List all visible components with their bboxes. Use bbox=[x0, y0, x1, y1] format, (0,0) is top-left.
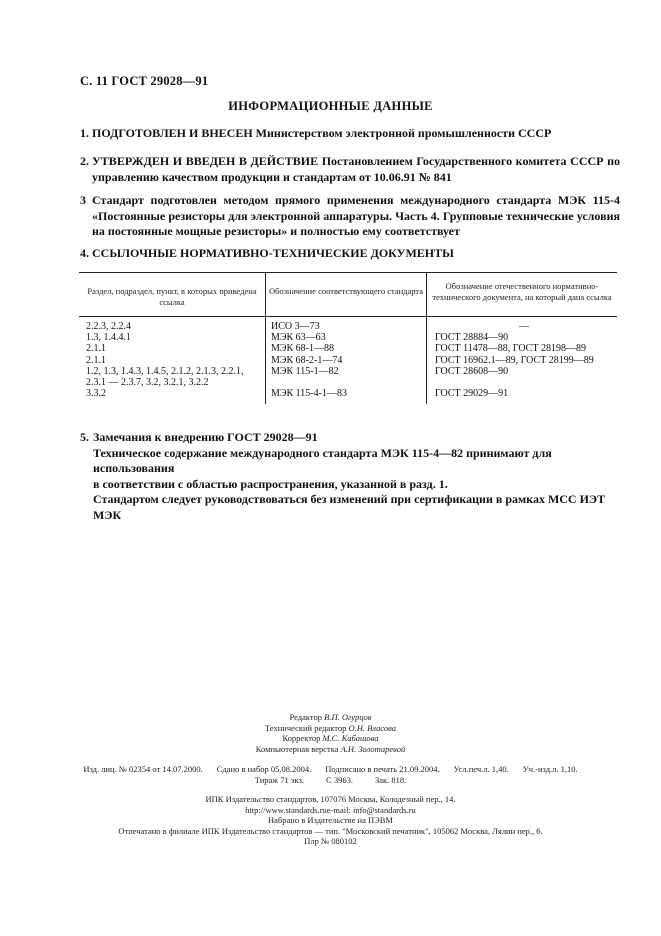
credit-tech-editor bbox=[0, 723, 661, 734]
table-cell: 3.3.2 bbox=[86, 388, 106, 400]
publication-row bbox=[0, 775, 661, 786]
table-cell: 1.2, 1.3, 1.4.3, 1.4.5, 2.1.2, 2.1.3, 2.2.1, bbox=[86, 365, 244, 377]
print-sheets: Усл.печ.л. 1,40. bbox=[453, 764, 509, 774]
section-4 bbox=[80, 246, 620, 262]
table-cell: 2.1.1 bbox=[86, 354, 106, 366]
credit-label: Редактор bbox=[289, 712, 322, 722]
imprint-publication-details bbox=[0, 764, 661, 785]
typeset-note: Набрано в Издательстве на ПЭВМ bbox=[268, 815, 393, 825]
table-cell: ГОСТ 29029—91 bbox=[435, 388, 509, 400]
email-address: e-mail: info@standards.ru bbox=[326, 804, 416, 815]
credit-proofreader bbox=[0, 733, 661, 744]
section-line: Стандартом следует руководствоваться без изменений при сертификации в рамках МСС ИЭТ МЭК bbox=[93, 492, 606, 522]
publication-row bbox=[0, 764, 661, 775]
table-column-intl-standards bbox=[271, 321, 421, 399]
publisher-sheets: Уч.-изд.л. 1,10. bbox=[522, 764, 578, 774]
table-cell: 2.3.1 — 2.3.7, 3.2, 3.2.1, 3.2.2 bbox=[86, 376, 209, 388]
credit-name: В.П. Огурцов bbox=[324, 712, 372, 722]
publisher-contacts bbox=[0, 805, 661, 816]
table-column-sections bbox=[86, 321, 264, 399]
section-5 bbox=[80, 430, 620, 523]
table-cell: 1.3, 1.4.4.1 bbox=[86, 332, 131, 344]
table-header-section: Раздел, подраздел, пункт, в которых приведена ссылка bbox=[87, 286, 257, 307]
section-line: в соответствии с областью распространения, указанной в разд. 1. bbox=[93, 476, 448, 491]
credit-name: А.Н. Золотаревой bbox=[340, 743, 406, 754]
section-text: ПОДГОТОВЛЕН И ВНЕСЕН Министерством электронной промышленности СССР bbox=[92, 126, 552, 140]
credit-label: Компьютерная верстка bbox=[255, 743, 339, 754]
section-heading: Замечания к внедрению ГОСТ 29028—91 bbox=[93, 430, 318, 444]
section-number: 4. bbox=[80, 246, 89, 260]
section-number: 3 bbox=[80, 193, 86, 207]
table-cell: МЭК 68-1—88 bbox=[271, 343, 334, 355]
credit-label: Технический редактор bbox=[264, 722, 347, 733]
table-cell bbox=[271, 377, 421, 388]
table-cell: ИСО 3—73 bbox=[271, 321, 320, 332]
table-cell: 2.2.3, 2.2.4 bbox=[86, 321, 131, 332]
circulation: Тираж 71 экз. bbox=[254, 774, 305, 785]
publisher-address: ИПК Издательство стандартов, 107076 Москва, Колодезный пер., 14. bbox=[205, 794, 456, 804]
section-number: 1. bbox=[80, 126, 89, 140]
section-number: 5. bbox=[80, 430, 89, 444]
printer-note: Отпечатано в филиале ИПК Издательство стандартов — тип. "Московский печатник", 105062 Москва, Лялин пер., 6. bbox=[118, 825, 543, 836]
section-line: Техническое содержание международного стандарта МЭК 115-4—82 принимают для использования bbox=[93, 445, 552, 475]
table-cell: МЭК 63—63 bbox=[271, 332, 326, 344]
imprint-credits bbox=[0, 712, 661, 754]
section-2 bbox=[80, 154, 620, 185]
table-cell: МЭК 115-1—82 bbox=[271, 365, 339, 377]
credit-layout bbox=[0, 744, 661, 755]
table-cell bbox=[435, 377, 617, 388]
table-header-intl-standard: Обозначение соответствующего стандарта bbox=[268, 286, 424, 296]
website-link[interactable]: http://www.standards.ru bbox=[245, 804, 327, 815]
document-title: ИНФОРМАЦИОННЫЕ ДАННЫЕ bbox=[228, 99, 433, 113]
credit-name: О.Н. Власова bbox=[348, 722, 397, 733]
table-column-national-documents bbox=[435, 321, 617, 399]
license-number: Изд. лиц. № 02354 от 14.07.2000. bbox=[83, 764, 203, 774]
credit-label: Корректор bbox=[282, 733, 321, 743]
table-cell: ГОСТ 28608—90 bbox=[435, 365, 509, 377]
table-cell: — bbox=[519, 321, 529, 332]
typeset-date: Сдано в набор 05.08.2004. bbox=[216, 764, 312, 774]
credit-name: М.С. Кабашова bbox=[322, 733, 379, 743]
table-cell: МЭК 68-2-1—74 bbox=[271, 354, 343, 366]
order-code: С 3963. bbox=[326, 774, 353, 785]
table-header-national-document: Обозначение отечественного нормативно-технического документа, на который дана ссылка bbox=[432, 281, 612, 302]
section-text bbox=[93, 430, 620, 523]
section-text: ССЫЛОЧНЫЕ НОРМАТИВНО-ТЕХНИЧЕСКИЕ ДОКУМЕНТЫ bbox=[92, 246, 454, 260]
table-cell: ГОСТ 16962.1—89, ГОСТ 28199—89 bbox=[435, 354, 594, 366]
section-3 bbox=[80, 193, 620, 240]
credit-editor bbox=[0, 712, 661, 723]
plr-number: Плр № 080102 bbox=[304, 836, 357, 846]
table-header-rule bbox=[79, 316, 617, 317]
section-number: 2. bbox=[80, 154, 89, 168]
order-number: Зак. 818. bbox=[374, 774, 407, 785]
table-cell: ГОСТ 11478—88, ГОСТ 28198—89 bbox=[435, 343, 586, 355]
table-cell: ГОСТ 28884—90 bbox=[435, 332, 509, 344]
table-top-rule bbox=[79, 272, 617, 273]
imprint-publisher bbox=[0, 794, 661, 847]
section-text: Стандарт подготовлен методом прямого применения международного стандарта МЭК 115-4 «Постоянные резисторы для электронной аппаратуры. Часть 4. Групповые технические условия на постоянные мощные резисторы» и полностью ему соответствует bbox=[92, 193, 620, 238]
page-header: С. 11 ГОСТ 29028—91 bbox=[80, 74, 209, 88]
table-cell: МЭК 115-4-1—83 bbox=[271, 388, 347, 400]
section-text: УТВЕРЖДЕН И ВВЕДЕН В ДЕЙСТВИЕ Постановлением Государственного комитета СССР по управлению качеством продукции и стандартам от 10.06.91 № 841 bbox=[92, 154, 620, 184]
section-1 bbox=[80, 126, 620, 142]
table-cell: 2.1.1 bbox=[86, 343, 106, 355]
signed-date: Подписано в печать 21.09.2004. bbox=[325, 764, 440, 774]
